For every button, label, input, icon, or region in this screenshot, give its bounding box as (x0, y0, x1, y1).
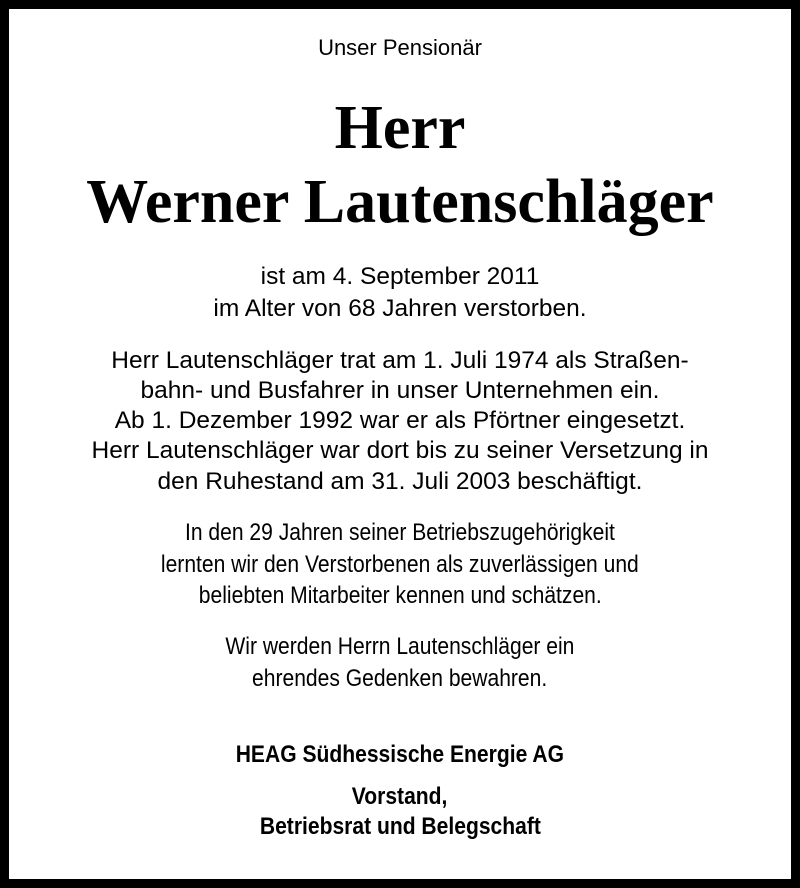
title-salutation: Herr (334, 94, 466, 162)
career-line-5: den Ruhestand am 31. Juli 2003 beschäftigt. (157, 468, 643, 495)
career-line-2: bahn- und Busfahrer in unser Unternehmen ein. (140, 377, 660, 404)
signature-staff-text: Betriebsrat und Belegschaft (259, 813, 541, 840)
remembrance-line-1 (9, 633, 791, 661)
death-line-1: ist am 4. September 2011 (260, 263, 540, 290)
tribute-line-1 (9, 519, 791, 547)
tribute-text-2: lernten wir den Verstorbenen als zuverlässigen und (161, 551, 639, 578)
signature-staff (9, 813, 791, 841)
remembrance-text-1: Wir werden Herrn Lautenschläger ein (225, 633, 575, 660)
tribute-text-3: beliebten Mitarbeiter kennen und schätzen. (198, 582, 602, 609)
tribute-line-2 (9, 551, 791, 579)
title-name: Werner Lautenschläger (86, 168, 714, 236)
tribute-text-1: In den 29 Jahren seiner Betriebszugehörigkeit (185, 519, 615, 546)
career-line-1: Herr Lautenschläger trat am 1. Juli 1974 als Straßen- (111, 347, 689, 374)
remembrance-text-2: ehrendes Gedenken bewahren. (252, 665, 548, 692)
death-line-2: im Alter von 68 Jahren verstorben. (213, 295, 587, 322)
signature-company-text: HEAG Südhessische Energie AG (235, 741, 565, 768)
signature-company (9, 741, 791, 769)
career-line-3: Ab 1. Dezember 1992 war er als Pförtner eingesetzt. (114, 407, 686, 434)
intro-text: Unser Pensionär (318, 35, 482, 60)
tribute-line-3 (9, 582, 791, 610)
obituary-notice (9, 9, 791, 879)
signature-board (9, 783, 791, 811)
remembrance-line-2 (9, 665, 791, 693)
career-line-4: Herr Lautenschläger war dort bis zu seiner Versetzung in (91, 437, 709, 464)
signature-board-text: Vorstand, (352, 783, 448, 810)
